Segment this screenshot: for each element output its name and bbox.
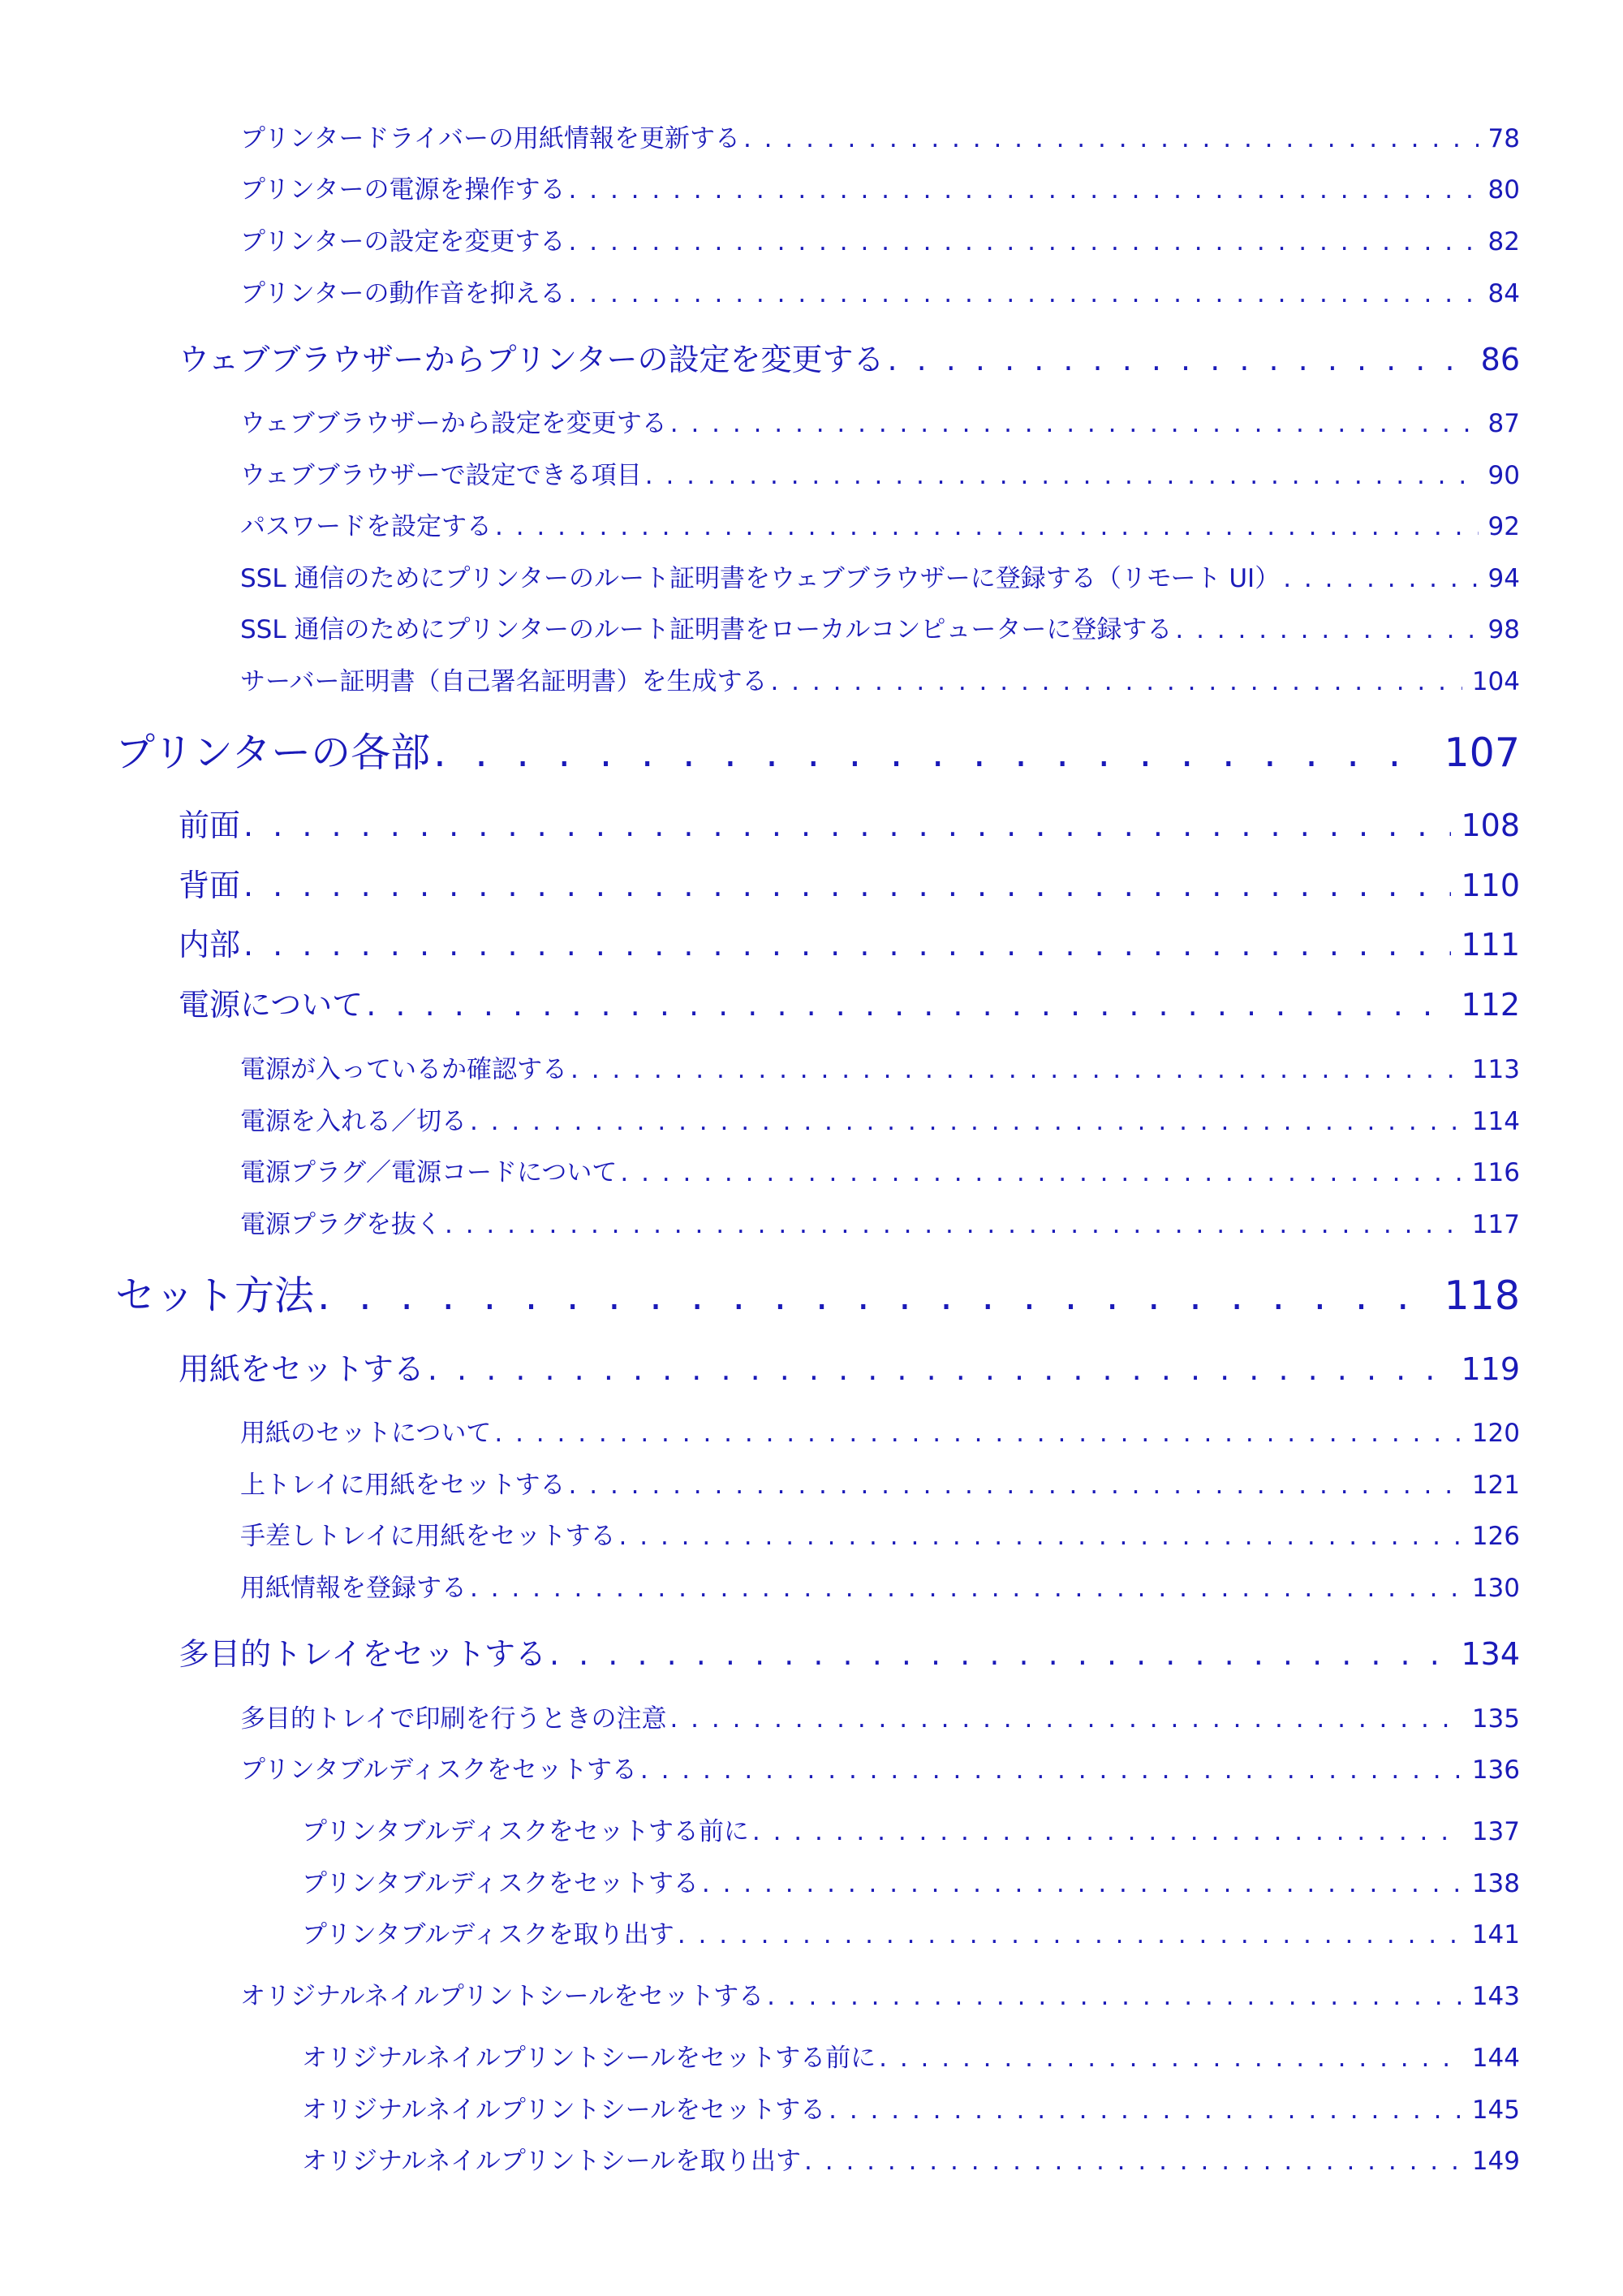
- toc-leader-dots: [445, 1207, 1462, 1243]
- toc-leader-dots: [829, 2092, 1462, 2128]
- toc-leader-dots: [317, 1270, 1434, 1322]
- toc-leader-dots: [678, 1917, 1462, 1953]
- toc-entry-label: オリジナルネイルプリントシールをセットする: [302, 2096, 826, 2125]
- toc-entry-12[interactable]: [179, 804, 1520, 846]
- toc-leader-dots: [804, 2143, 1462, 2179]
- toc-leader-dots: [619, 1518, 1462, 1554]
- toc-entry-label: サーバー証明書（自己署名証明書）を生成する: [240, 667, 768, 696]
- toc-entry-label: プリンタブルディスクをセットする: [240, 1755, 637, 1785]
- toc-leader-dots: [770, 664, 1462, 700]
- toc-entry-page-number: 145: [1471, 2096, 1520, 2125]
- toc-entry-7[interactable]: [240, 509, 1520, 545]
- toc-entry-27[interactable]: [240, 1701, 1520, 1737]
- toc-entry-page-number: 110: [1461, 868, 1520, 903]
- toc-entry-page-number: 138: [1471, 1869, 1520, 1898]
- toc-entry-label: 背面: [179, 868, 241, 903]
- toc-entry-page-number: 149: [1471, 2147, 1520, 2176]
- toc-entry-label: セット方法: [115, 1273, 315, 1319]
- toc-entry-label: 用紙のセットについて: [240, 1419, 492, 1448]
- toc-entry-16[interactable]: [240, 1052, 1520, 1088]
- toc-entry-label: 上トレイに用紙をセットする: [240, 1471, 566, 1500]
- toc-entry-label: 用紙情報を登録する: [240, 1574, 467, 1603]
- toc-entry-label: プリンタブルディスクをセットする前に: [302, 1817, 749, 1846]
- toc-entry-9[interactable]: [240, 612, 1520, 648]
- toc-entry-page-number: 135: [1471, 1704, 1520, 1734]
- toc-entry-24[interactable]: [240, 1518, 1520, 1554]
- toc-entry-label: プリンターの各部: [115, 730, 431, 776]
- toc-entry-4[interactable]: [179, 338, 1520, 381]
- toc-entry-page-number: 78: [1487, 124, 1520, 153]
- toc-entry-page-number: 143: [1471, 1982, 1520, 2011]
- toc-entry-page-number: 136: [1471, 1755, 1520, 1785]
- toc-entry-page-number: 111: [1461, 927, 1520, 963]
- toc-entry-label: ウェブブラウザーで設定できる項目: [240, 461, 642, 490]
- toc-entry-35[interactable]: [302, 2143, 1520, 2179]
- toc-leader-dots: [879, 2040, 1462, 2076]
- toc-leader-dots: [669, 1701, 1462, 1737]
- toc-entry-label: プリンタブルディスクをセットする: [302, 1869, 699, 1898]
- toc-entry-page-number: 116: [1471, 1158, 1520, 1187]
- toc-entry-label: 手差しトレイに用紙をセットする: [240, 1522, 616, 1551]
- toc-entry-page-number: 92: [1487, 512, 1520, 541]
- toc-leader-dots: [1283, 561, 1478, 597]
- toc-entry-page-number: 104: [1471, 667, 1520, 696]
- toc-entry-page-number: 121: [1471, 1471, 1520, 1500]
- toc-entry-11[interactable]: [115, 727, 1520, 779]
- toc-entry-29[interactable]: [302, 1814, 1520, 1850]
- toc-leader-dots: [366, 984, 1451, 1026]
- toc-entry-label: 電源プラグを抜く: [240, 1210, 441, 1239]
- toc-entry-label: 電源が入っているか確認する: [240, 1055, 567, 1084]
- toc-leader-dots: [494, 1415, 1462, 1451]
- toc-entry-18[interactable]: [240, 1155, 1520, 1191]
- toc-leader-dots: [243, 864, 1451, 907]
- toc-entry-label: プリンターの設定を変更する: [240, 227, 566, 256]
- toc-leader-dots: [428, 1348, 1452, 1390]
- toc-entry-page-number: 87: [1487, 409, 1520, 438]
- toc-entry-page-number: 144: [1471, 2044, 1520, 2073]
- toc-entry-label: 電源プラグ／電源コードについて: [240, 1158, 618, 1187]
- toc-entry-page-number: 118: [1444, 1273, 1520, 1319]
- toc-entry-21[interactable]: [179, 1348, 1520, 1390]
- toc-entry-label: SSL 通信のためにプリンターのルート証明書をウェブブラウザーに登録する（リモート UI）: [240, 564, 1281, 593]
- toc-leader-dots: [645, 458, 1479, 493]
- toc-entry-page-number: 126: [1471, 1522, 1520, 1551]
- toc-entry-6[interactable]: [240, 458, 1520, 493]
- toc-entry-label: 多目的トレイで印刷を行うときの注意: [240, 1704, 667, 1734]
- toc-entry-20[interactable]: [115, 1270, 1520, 1322]
- toc-leader-dots: [569, 276, 1479, 312]
- toc-entry-label: オリジナルネイルプリントシールをセットする: [240, 1982, 764, 2011]
- toc-entry-label: 電源を入れる／切る: [240, 1107, 467, 1136]
- toc-entry-label: ウェブブラウザーから設定を変更する: [240, 409, 667, 438]
- toc-entry-label: オリジナルネイルプリントシールをセットする前に: [302, 2044, 876, 2073]
- toc-entry-31[interactable]: [302, 1917, 1520, 1953]
- toc-entry-label: 電源について: [179, 987, 364, 1023]
- toc-entry-5[interactable]: [240, 406, 1520, 442]
- toc-entry-label: ウェブブラウザーからプリンターの設定を変更する: [179, 342, 885, 377]
- toc-leader-dots: [640, 1752, 1462, 1788]
- toc-entry-19[interactable]: [240, 1207, 1520, 1243]
- toc-entry-25[interactable]: [240, 1570, 1520, 1606]
- toc-entry-3[interactable]: [240, 276, 1520, 312]
- toc-entry-label: プリンターの電源を操作する: [240, 175, 566, 205]
- toc-leader-dots: [549, 1633, 1452, 1675]
- toc-leader-dots: [887, 338, 1470, 381]
- toc-entry-label: プリンタードライバーの用紙情報を更新する: [240, 124, 740, 153]
- toc-entry-23[interactable]: [240, 1467, 1520, 1503]
- toc-entry-page-number: 113: [1471, 1055, 1520, 1084]
- toc-entry-15[interactable]: [179, 984, 1520, 1026]
- toc-leader-dots: [702, 1866, 1462, 1902]
- toc-entry-page-number: 120: [1471, 1419, 1520, 1448]
- toc-entry-2[interactable]: [240, 224, 1520, 260]
- toc-leader-dots: [620, 1155, 1462, 1191]
- toc-entry-page-number: 108: [1461, 808, 1520, 843]
- toc-entry-1[interactable]: [240, 172, 1520, 208]
- toc-entry-page-number: 90: [1487, 461, 1520, 490]
- toc-leader-dots: [743, 121, 1479, 157]
- toc-leader-dots: [470, 1570, 1462, 1606]
- toc-entry-17[interactable]: [240, 1104, 1520, 1139]
- toc-entry-page-number: 114: [1471, 1107, 1520, 1136]
- toc-leader-dots: [433, 727, 1434, 779]
- toc-entry-30[interactable]: [302, 1866, 1520, 1902]
- toc-entry-label: パスワードを設定する: [240, 512, 492, 541]
- toc-leader-dots: [243, 804, 1451, 846]
- toc-entry-label: プリンターの動作音を抑える: [240, 279, 566, 308]
- toc-entry-page-number: 107: [1444, 730, 1520, 776]
- toc-entry-32[interactable]: [240, 1979, 1520, 2014]
- toc-entry-label: 前面: [179, 808, 241, 843]
- toc-entry-22[interactable]: [240, 1415, 1520, 1451]
- toc-leader-dots: [569, 224, 1479, 260]
- toc-entry-page-number: 130: [1471, 1574, 1520, 1603]
- toc-entry-page-number: 137: [1471, 1817, 1520, 1846]
- toc-entry-34[interactable]: [302, 2092, 1520, 2128]
- toc-entry-10[interactable]: [240, 664, 1520, 700]
- toc-entry-label: 用紙をセットする: [179, 1351, 424, 1387]
- toc-entry-page-number: 84: [1487, 279, 1520, 308]
- toc-entry-33[interactable]: [302, 2040, 1520, 2076]
- toc-entry-28[interactable]: [240, 1752, 1520, 1788]
- toc-entry-0[interactable]: [240, 121, 1520, 157]
- toc-entry-page-number: 119: [1461, 1351, 1520, 1387]
- toc-entry-page-number: 117: [1471, 1210, 1520, 1239]
- toc-entry-page-number: 112: [1461, 987, 1520, 1023]
- toc-leader-dots: [767, 1979, 1462, 2014]
- toc-entry-page-number: 82: [1487, 227, 1520, 256]
- toc-leader-dots: [670, 406, 1479, 442]
- toc-entry-26[interactable]: [179, 1633, 1520, 1675]
- toc-entry-8[interactable]: [240, 561, 1520, 597]
- toc-entry-page-number: 86: [1480, 342, 1520, 377]
- toc-entry-label: 内部: [179, 927, 241, 963]
- toc-entry-label: 多目的トレイをセットする: [179, 1636, 546, 1672]
- toc-entry-page-number: 98: [1487, 615, 1520, 644]
- toc-leader-dots: [570, 1052, 1462, 1088]
- toc-leader-dots: [569, 172, 1479, 208]
- toc-entry-14[interactable]: [179, 924, 1520, 966]
- toc-entry-label: プリンタブルディスクを取り出す: [302, 1920, 674, 1949]
- toc-leader-dots: [470, 1104, 1462, 1139]
- toc-entry-label: オリジナルネイルプリントシールを取り出す: [302, 2147, 802, 2176]
- toc-entry-page-number: 141: [1471, 1920, 1520, 1949]
- toc-entry-label: SSL 通信のためにプリンターのルート証明書をローカルコンピューターに登録する: [240, 615, 1173, 644]
- toc-entry-page-number: 94: [1487, 564, 1520, 593]
- toc-entry-page-number: 80: [1487, 175, 1520, 205]
- toc-leader-dots: [569, 1467, 1462, 1503]
- toc-leader-dots: [752, 1814, 1462, 1850]
- toc-leader-dots: [495, 509, 1479, 545]
- toc-leader-dots: [1175, 612, 1478, 648]
- toc-entry-page-number: 134: [1461, 1636, 1520, 1672]
- toc-entry-13[interactable]: [179, 864, 1520, 907]
- toc-leader-dots: [243, 924, 1451, 966]
